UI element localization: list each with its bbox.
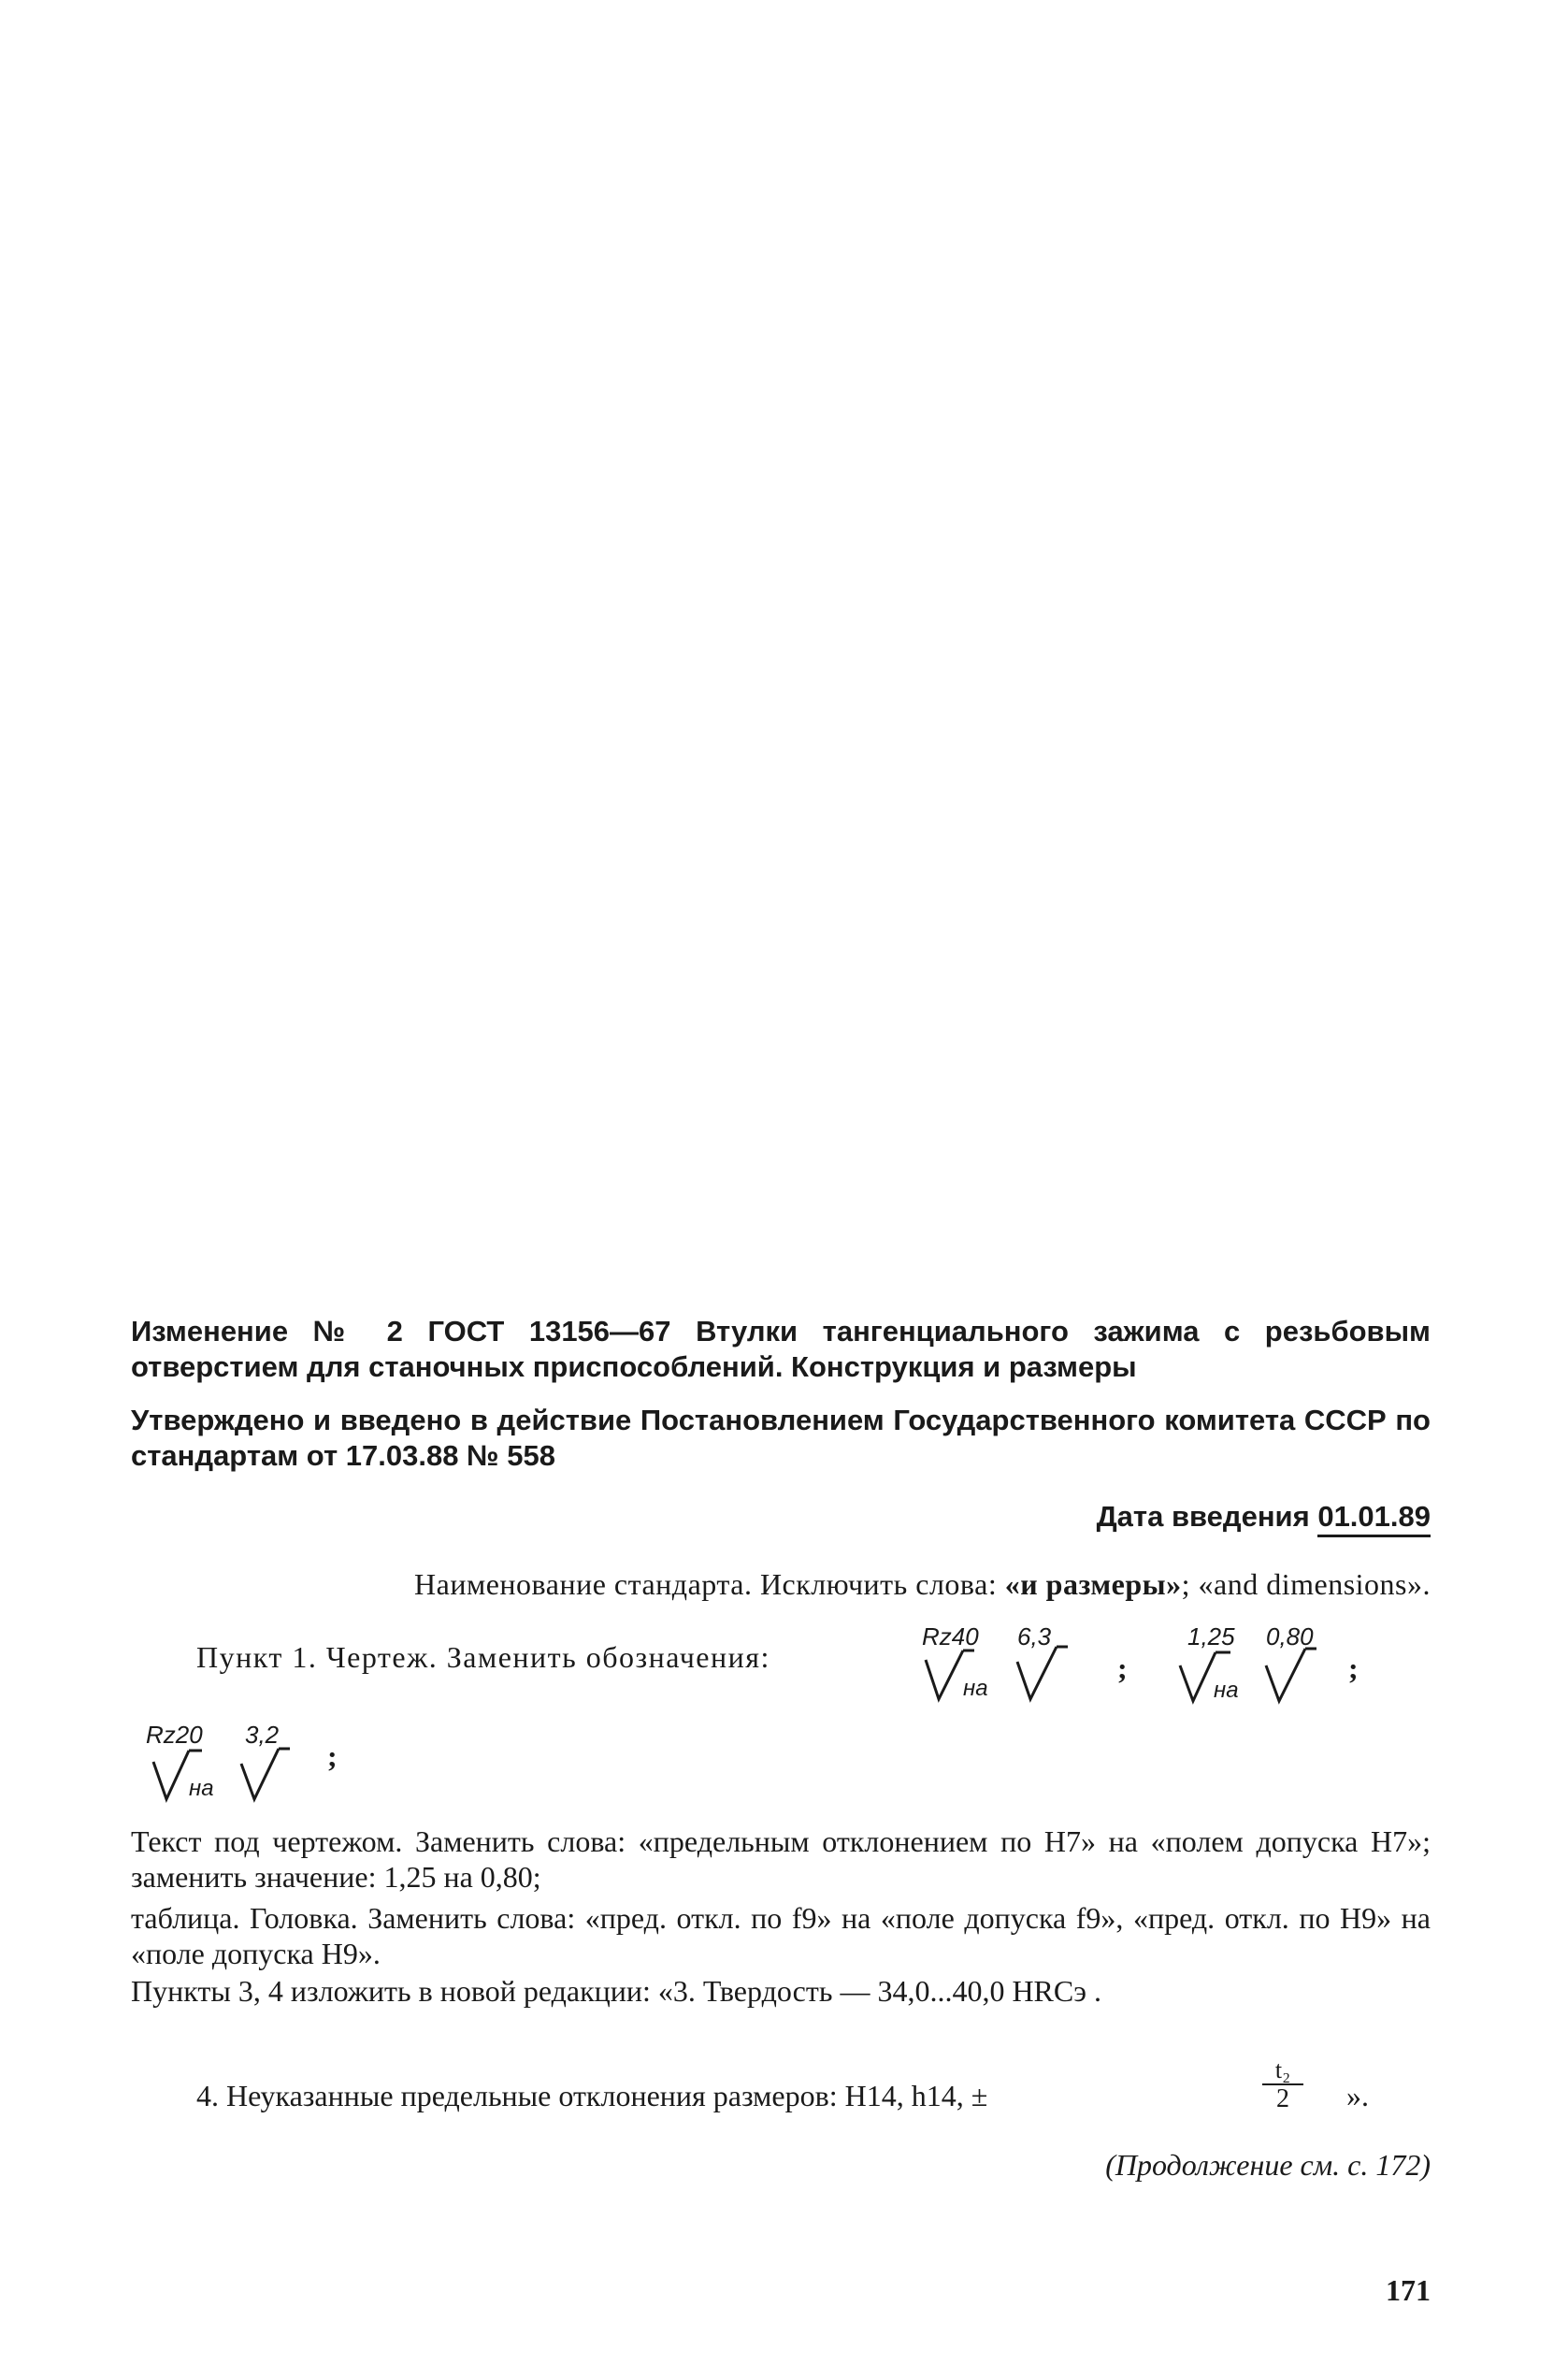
roughness-1-from: Rz40 [922,1622,979,1650]
paragraph-title-change [131,1566,1431,1602]
paragraph-text-under-drawing: Текст под чертежом. Заменить слова: «предельным отклонением по Н7» на «полем допуска Н7»; заменить значение: 1,25 на 0,80; [131,1824,1431,1894]
roughness-3-to: 3,2 [245,1721,280,1749]
effective-date-line [131,1499,1431,1535]
fraction-denominator: 2 [1276,2084,1289,2113]
roughness-2-from: 1,25 [1187,1622,1235,1650]
p6-suffix: ». [1346,2079,1369,2112]
page-number: 171 [1386,2273,1431,2307]
p1-prefix: Наименование стандарта. Исключить слова: [414,1567,1005,1601]
roughness-1-to: 6,3 [1017,1622,1052,1650]
tolerance-fraction [1262,2057,1303,2113]
continuation-note: (Продолжение см. с. 172) [1105,2148,1431,2182]
p6-prefix: 4. Неуказанные предельные отклонения размеров: Н14, h14, ± [196,2079,988,2112]
separator-1: ; [1117,1651,1128,1685]
p1-suffix: ; «and dimensions». [1181,1567,1431,1601]
approval-statement: Утверждено и введено в действие Постановлением Государственного комитета СССР по стандартам от 17.03.88 № 558 [131,1404,1431,1472]
roughness-1-na: на [963,1676,988,1701]
paragraph-table-head: таблица. Головка. Заменить слова: «пред. откл. по f9» на «поле допуска f9», «пред. откл. по Н9» на «поле допуска Н9». [131,1901,1431,1970]
roughness-symbol-2 [1169,1622,1337,1707]
roughness-symbol-3 [140,1721,309,1805]
roughness-3-na: на [189,1776,214,1801]
roughness-symbol-1 [916,1622,1085,1707]
paragraph-items-3-4: Пункты 3, 4 изложить в новой редакции: «3. Твердость — 34,0...40,0 HRCэ . [131,1974,1101,2008]
effective-date-label: Дата введения [1096,1500,1310,1533]
paragraph-drawing-change [196,1622,1440,1707]
roughness-2-to: 0,80 [1266,1622,1314,1650]
effective-date-value: 01.01.89 [1317,1500,1431,1537]
separator-2: ; [1348,1651,1359,1685]
paragraph-item-4 [196,2057,1440,2132]
fraction-numerator: t₂ [1262,2057,1303,2085]
amendment-title: Изменение № 2 ГОСТ 13156—67 Втулки тангенциального зажима с резьбовым отверстием для станочных приспособлений. Конструкция и размеры [131,1315,1431,1383]
roughness-3-from: Rz20 [146,1721,203,1749]
roughness-2-na: на [1214,1678,1239,1703]
p1-bold: «и размеры» [1004,1567,1182,1601]
roughness-symbol-3-line [140,1721,355,1809]
p2-text: Пункт 1. Чертеж. Заменить обозначения: [196,1640,770,1674]
separator-3: ; [327,1739,338,1773]
